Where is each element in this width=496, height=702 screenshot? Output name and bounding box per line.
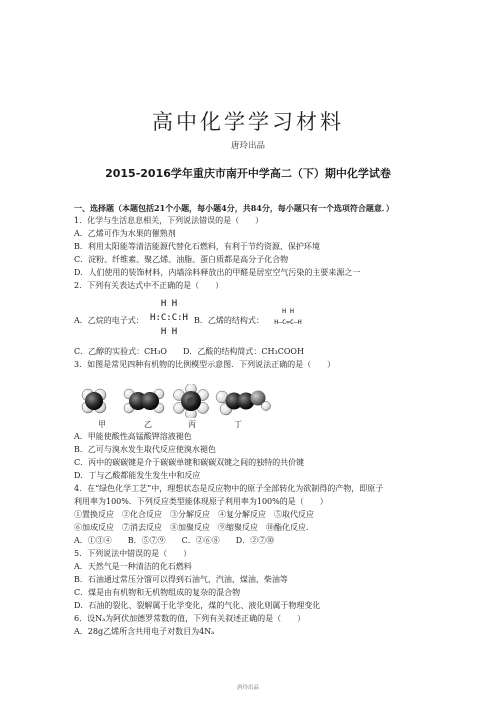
exam-title: 2015-2016学年重庆市南开中学高二（下）期中化学试卷 — [105, 167, 391, 180]
model-label-yi: 乙 — [144, 420, 152, 429]
ethylene-structural-formula — [258, 308, 318, 326]
question-2: 2．下列有关表达式中不正确的是（ ） — [74, 281, 224, 290]
question-1: 1．化学与生活息息相关，下列说法错误的是（ ） — [74, 216, 264, 225]
q3-option-c: C．丙中的碳碳键是介于碳碳单键和碳碳双键之间的独特的共价键 — [74, 458, 305, 467]
q1-option-b: B．利用太阳能等清洁能源代替化石燃料，有利于节约资源、保护环境 — [74, 242, 320, 251]
page-footer: 唐玲出品 — [236, 685, 259, 691]
q5-option-c: C．煤是由有机物和无机物组成的复杂的混合物 — [74, 588, 241, 597]
model-yi — [124, 389, 164, 413]
q2-option-a: A．乙烷的电子式： — [74, 316, 144, 325]
q3-option-b: B．乙可与溴水发生取代反应使溴水褪色 — [74, 445, 216, 454]
q1-option-a: A．乙烯可作为水果的催熟剂 — [74, 229, 176, 238]
model-bing — [174, 384, 209, 418]
section-heading: 一、选择题（本题包括21个小题，每小题4分，共84分，每小题只有一个选项符合题意．） — [74, 203, 394, 213]
model-label-jia: 甲 — [98, 420, 106, 429]
space-filling-models — [74, 384, 274, 418]
model-label-ding: 丁 — [234, 420, 242, 429]
model-jia — [82, 389, 106, 413]
q5-option-a: A．天然气是一种清洁的化石燃料 — [74, 562, 192, 571]
question-4-cont: 利用率为100%．下列反应类型能体现原子利用率为100%的是（ ） — [74, 497, 328, 506]
q1-option-d: D．人们使用的装饰材料，内墙涂料释放出的甲醛是居室空气污染的主要来源之一 — [74, 268, 361, 277]
q5-option-b: B．石油通过常压分馏可以得到石油气、汽油、煤油、柴油等 — [74, 575, 288, 584]
q6-option-a: A．28g乙烯所含共用电子对数目为4Nₐ — [74, 627, 215, 636]
ethane-electron-formula — [146, 300, 192, 337]
q5-option-d: D．石油的裂化、裂解属于化学变化，煤的气化、液化则属于物理变化 — [74, 601, 321, 610]
q2-option-b: B．乙烯的结构式： — [194, 316, 264, 325]
q4-answer-options: A．①③④ B．⑤⑦⑨ C．②⑥⑧ D．②⑦⑩ — [74, 536, 275, 545]
ethylene-top-h: H H — [282, 307, 294, 315]
model-label-bing: 丙 — [188, 420, 196, 429]
ethane-bottom-h: H H — [160, 327, 178, 337]
q4-reaction-list-1: ①置换反应 ②化合反应 ③分解反应 ④复分解反应 ⑤取代反应 — [74, 510, 314, 519]
document-title: 高中化学学习材料 — [152, 110, 344, 134]
q3-option-a: A．甲能使酸性高锰酸钾溶液褪色 — [74, 432, 192, 441]
question-4: 4．在“绿色化学工艺”中，理想状态是反应物中的原子全部转化为欲制得的产物，即原子 — [74, 484, 384, 493]
model-ding — [216, 391, 271, 416]
question-6: 6．设Nₐ为阿伏加德罗常数的值，下列有关叙述正确的是（ ） — [74, 614, 306, 623]
q4-reaction-list-2: ⑥加成反应 ⑦消去反应 ⑧加聚反应 ⑨缩聚反应 ⑩酯化反应． — [74, 523, 314, 532]
ethane-main: H:C:C:H — [150, 313, 188, 323]
q2-options-cd: C．乙醇的实验式：CH₃O D．乙酸的结构简式：CH₃COOH — [74, 347, 304, 356]
ethylene-main: H—C=C—H — [274, 318, 302, 326]
q1-option-c: C．淀粉、纤维素、聚乙烯、油脂、蛋白质都是高分子化合物 — [74, 255, 289, 264]
question-5: 5．下列说法中错误的是（ ） — [74, 549, 192, 558]
question-3: 3．如图是常见四种有机物的比例模型示意图．下列说法正确的是（ ） — [74, 360, 336, 369]
ethane-top-h: H H — [160, 299, 178, 309]
author-line: 唐玲出品 — [230, 141, 265, 151]
q3-option-d: D．丁与乙酸都能发生发生中和反应 — [74, 471, 201, 480]
